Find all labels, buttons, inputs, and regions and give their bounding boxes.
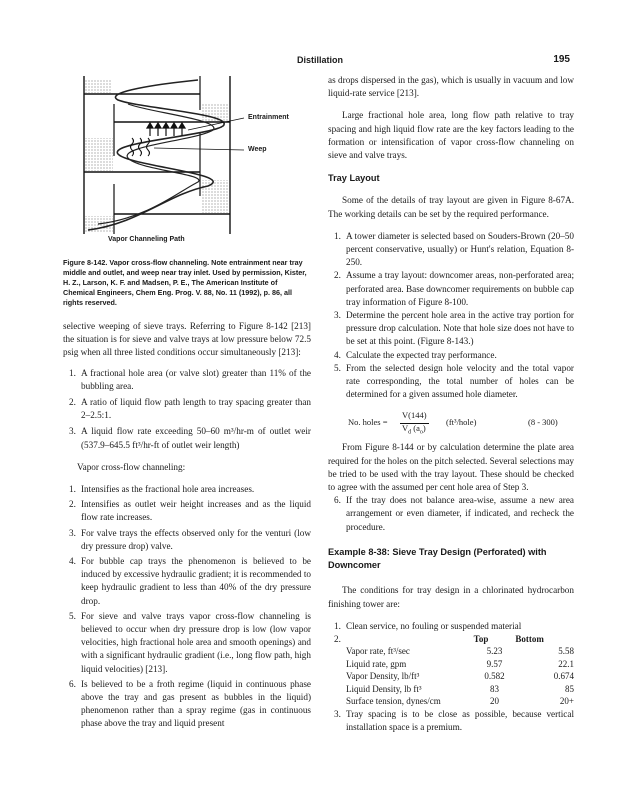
list-item: 4. For bubble cap trays the phenomenon is believed to be induced by excessive hydraulic gradient; it is recommended to keep hydraulic gradient to less than 40% of the dry pressure drop. xyxy=(69,556,311,606)
col-bottom-header: Bottom xyxy=(515,633,544,644)
vapor-channeling-diagram xyxy=(58,74,298,240)
equation-8-300: No. holes = V(144) $V_d$ $(a_o)$ (ft³/hole) (8 - 300) xyxy=(348,410,558,437)
list-item: 5. From the selected design hole velocity and the total vapor rate corresponding, the total number of holes can be determined for a given assumed hole diameter. xyxy=(334,362,574,400)
list-item: 6. If the tray does not balance area-wise, assume a new area arrangement or even diameter, if indicated, and recheck the procedure. xyxy=(334,495,574,532)
figure-caption: Figure 8-142. Vapor cross-flow channeling. Note entrainment near tray middle and outlet, and weep near tray inlet. Used by permission, Kister, H. Z., Larson, K. F. and Madsen, P. E., The American Institute of Chemical Engineers, Chem Eng. Prog. V. 88, No. 11 (1992), p. 86, all rights reserved. xyxy=(63,258,307,307)
col-top-header: Top xyxy=(473,633,489,644)
channeling-list xyxy=(63,483,311,731)
list-item: 4. Calculate the expected tray performance. xyxy=(334,349,497,360)
vapor-channeling-label: Vapor Channeling Path xyxy=(108,236,185,243)
list-item: 1. A fractional hole area (or valve slot) greater than 11% of the bubbling area. xyxy=(69,367,311,391)
tray-layout-steps xyxy=(328,230,574,402)
table-row: Vapor Density, lb/ft³ 0.582 0.674 xyxy=(346,671,574,682)
tray-layout-intro: Some of the details of tray layout are given in Figure 8-67A. The working details can be set by the required performance. xyxy=(328,195,574,219)
figure-8-142 xyxy=(58,74,298,243)
right-paragraph-2: Large fractional hole area, long flow path relative to tray spacing and high liquid flow rate are the key factors leading to the formation or intensification of vapor cross-flow channeling on sieve and valve trays. xyxy=(328,110,574,161)
after-equation-paragraph: From Figure 8-144 or by calculation determine the plate area required for the holes on the pitch selected. Several selections may be tried to be used with the tray layout. These should be checked to agree with the assumed per cent hole area of Step 3. xyxy=(328,442,574,493)
running-header: Distillation xyxy=(296,55,343,65)
table-row: Liquid rate, gpm 9.57 22.1 xyxy=(346,658,574,669)
subheading-vapor-channeling: Vapor cross-flow channeling: xyxy=(77,461,186,472)
conditions-table xyxy=(346,633,574,708)
table-row: Liquid Density, lb ft³ 83 85 xyxy=(346,683,574,694)
example-conditions xyxy=(328,620,574,735)
list-item: 3. For valve trays the effects observed only for the venturi (low dry pressure drop) valve. xyxy=(69,527,311,551)
list-item: 1. Clean service, no fouling or suspended material xyxy=(334,620,522,631)
tray-layout-step-6 xyxy=(328,494,574,534)
list-item: 2. A ratio of liquid flow path length to tray spacing greater than 2–2.5:1. xyxy=(69,397,311,421)
list-item: 2. Intensifies as outlet weir height increases and as the liquid flow rate increases. xyxy=(69,499,311,523)
entrainment-label: Entrainment xyxy=(248,114,289,121)
right-continued-paragraph: as drops dispersed in the gas), which is usually in vacuum and low liquid-rate service [213]. xyxy=(328,75,574,99)
weep-label: Weep xyxy=(248,146,267,153)
list-item: 3. Tray spacing is to be close as possible, because vertical installation space is a premium. xyxy=(334,708,574,733)
list-item: 2. Top Bottom Vapor rate, ft³/sec 5.23 5.58 Liquid rate, gpm 9.57 22.1 Vapor Density, lb/ft³ 0.582 0.674 Liquid Density, lb ft³ 83 85 Surface tension, dynes/cm 20 20+ xyxy=(334,633,574,707)
example-intro: The conditions for tray design in a chlorinated hydrocarbon finishing tower are: xyxy=(328,585,574,609)
table-row: Surface tension, dynes/cm 20 20+ xyxy=(346,696,574,707)
conditions-list xyxy=(63,367,311,452)
tray-layout-heading: Tray Layout xyxy=(328,173,380,184)
list-item: 1. Intensifies as the fractional hole area increases. xyxy=(69,484,255,495)
list-item: 6. Is believed to be a froth regime (liquid in continuous phase above the tray and gas present as bubbles in the liquid) phenomenon rather than a spray regime (gas in continuous phase above the tray and liquid present xyxy=(69,678,311,729)
left-column xyxy=(63,320,311,731)
table-row: Vapor rate, ft³/sec 5.23 5.58 xyxy=(346,646,574,657)
list-item: 5. For sieve and valve trays vapor cross-flow channeling is believed to occur when dry pressure drop is low (low vapor velocities, high fractional hole area and smooth openings) and with a significant hydraulic gradient (i.e., long flow path, high liquid velocities) [213]. xyxy=(69,610,311,674)
page-number: 195 xyxy=(553,54,570,65)
list-item: 3. A liquid flow rate exceeding 50–60 m³/hr-m of outlet weir (537.9–645.5 ft³/hr-ft of outlet weir length) xyxy=(69,426,311,450)
example-heading: Example 8-38: Sieve Tray Design (Perforated) with Downcomer xyxy=(328,546,547,571)
list-item: 3. Determine the percent hole area in the active tray portion for pressure drop calculation. Note that hole size does not have to be set at this point. (Figure 8-143.) xyxy=(334,310,574,347)
right-column xyxy=(328,74,574,734)
list-item: 2. Assume a tray layout: downcomer areas, non-perforated area; perforated area. Base downcomer requirements on bubble cap tray information of Figure 8-100. xyxy=(334,270,574,307)
left-intro-paragraph: selective weeping of sieve trays. Referring to Figure 8-142 [213] the situation is for sieve and valve trays at low pressure below 72.5 psig when all three listed conditions occur simultaneously [213]: xyxy=(63,321,311,358)
list-item: 1. A tower diameter is selected based on Souders-Brown (20–50 percent conservative, usually) or Hunt's relation, Equation 8-250. xyxy=(334,230,574,268)
